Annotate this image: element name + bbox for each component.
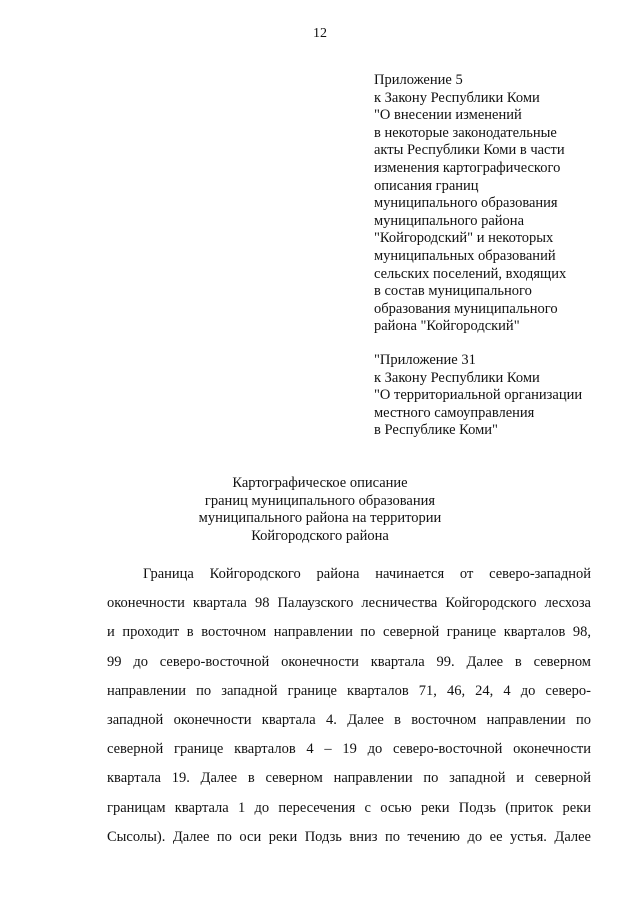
appendix-5-line: "Койгородский" и некоторых (374, 230, 554, 247)
appendix-5-line: Приложение 5 (374, 72, 463, 88)
appendix-5-header (374, 72, 566, 336)
body-line: направлении по западной границе кварталов 71, 46, 24, 4 до северо- (107, 682, 591, 699)
appendix-31-line: местного самоуправления (374, 404, 535, 421)
body-line: Сысолы). Далее по оси реки Подзь вниз по течению до ее устья. Далее (107, 828, 591, 845)
appendix-31-line: к Закону Республики Коми (374, 369, 540, 386)
body-line: границам квартала 1 до пересечения с осью реки Подзь (приток реки (107, 799, 591, 816)
body-line: западной оконечности квартала 4. Далее в восточном направлении по (107, 712, 591, 729)
appendix-31-header (374, 352, 582, 440)
body-line: 99 до северо-восточной оконечности квартала 99. Далее в северном (107, 653, 591, 670)
appendix-5-line: в состав муниципального (374, 283, 532, 300)
appendix-31-line: в Республике Коми" (374, 422, 498, 439)
appendix-5-line: муниципального образования (374, 195, 558, 212)
appendix-5-line: "О внесении изменений (374, 107, 522, 124)
appendix-5-line: сельских поселений, входящих (374, 265, 567, 282)
appendix-5-line: к Закону Республики Коми (374, 89, 540, 106)
body-line: северной границе кварталов 4 – 19 до северо-восточной оконечности (107, 741, 591, 758)
appendix-5-line: муниципальных образований (374, 247, 556, 264)
appendix-5-line: изменения картографического (374, 159, 561, 176)
body-line: Граница Койгородского района начинается от северо-западной (143, 566, 591, 582)
appendix-5-line: описания границ (374, 177, 479, 194)
appendix-31-line: "Приложение 31 (374, 352, 476, 368)
appendix-5-line: района "Койгородский" (374, 318, 520, 335)
title-line: муниципального района на территории (198, 510, 442, 527)
document-title (0, 475, 640, 545)
title-line: Койгородского района (251, 527, 389, 544)
page-number: 12 (313, 26, 327, 41)
appendix-5-line: образования муниципального (374, 300, 558, 317)
appendix-5-line: муниципального района (374, 212, 524, 229)
title-line: Картографическое описание (232, 475, 408, 491)
appendix-5-line: в некоторые законодательные (374, 124, 557, 141)
body-paragraph (107, 560, 591, 852)
body-line: оконечности квартала 98 Палаузского лесничества Койгородского лесхоза (107, 595, 591, 612)
title-line: границ муниципального образования (204, 492, 436, 509)
appendix-5-line: акты Республики Коми в части (374, 142, 565, 159)
body-line: квартала 19. Далее в северном направлении по западной и северной (107, 770, 591, 787)
body-line: и проходит в восточном направлении по северной границе кварталов 98, (107, 624, 591, 641)
appendix-31-line: "О территориальной организации (374, 387, 583, 404)
